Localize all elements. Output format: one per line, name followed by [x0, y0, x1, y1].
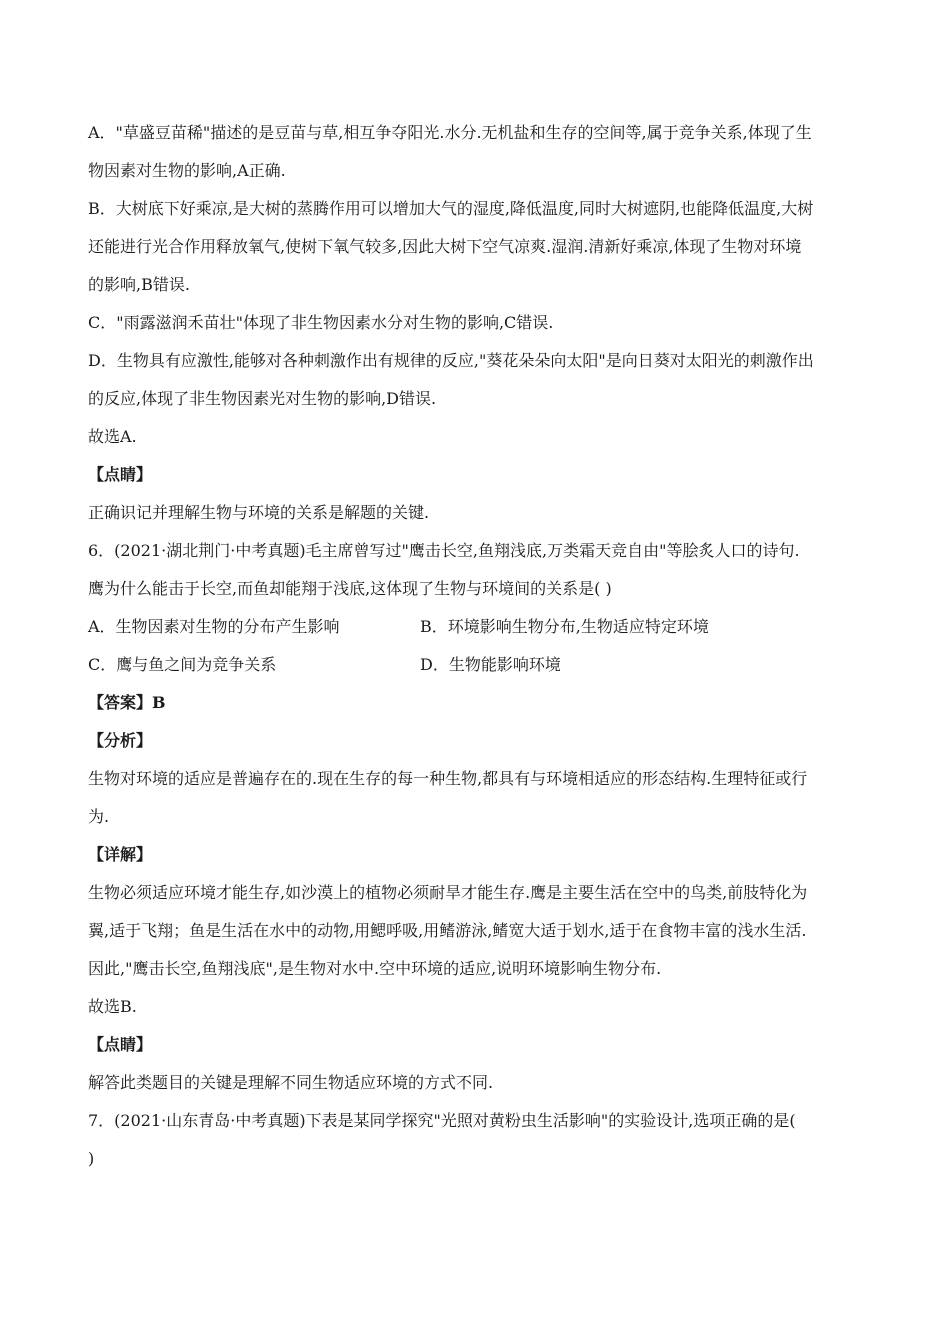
- prev-tip-text: 正确识记并理解生物与环境的关系是解题的关键.: [88, 503, 430, 522]
- q6-tip-text: 解答此类题目的关键是理解不同生物适应环境的方式不同.: [88, 1073, 494, 1092]
- q6-analysis-heading: 【分析】: [88, 731, 153, 750]
- q7-stem-line-1: 7．(2021·山东青岛·中考真题)下表是某同学探究"光照对黄粉虫生活影响"的实验设计,选项正确的是(: [88, 1111, 796, 1130]
- option-b-analysis-line-3: 的影响,B错误.: [88, 275, 190, 294]
- q6-answer: 【答案】B: [88, 693, 166, 712]
- q6-option-d: D．生物能影响环境: [420, 655, 561, 674]
- q6-conclusion: 故选B.: [88, 997, 137, 1016]
- prev-tip-heading: 【点睛】: [88, 465, 153, 484]
- q6-detail-line-1: 生物必须适应环境才能生存,如沙漠上的植物必须耐旱才能生存.鹰是主要生活在空中的鸟类,前肢特化为: [88, 883, 808, 902]
- q6-stem-line-2: 鹰为什么能击于长空,而鱼却能翔于浅底,这体现了生物与环境间的关系是( ): [88, 579, 612, 598]
- option-a-analysis-line-1: A．"草盛豆苗稀"描述的是豆苗与草,相互争夺阳光.水分.无机盐和生存的空间等,属于竞争关系,体现了生: [88, 123, 812, 142]
- q6-tip-heading: 【点睛】: [88, 1035, 153, 1054]
- q6-analysis-line-2: 为.: [88, 807, 110, 826]
- option-d-analysis-line-1: D．生物具有应激性,能够对各种刺激作出有规律的反应,"葵花朵朵向太阳"是向日葵对太阳光的刺激作出: [88, 351, 814, 370]
- q7-stem-line-2: ): [88, 1149, 95, 1168]
- option-b-analysis-line-1: B．大树底下好乘凉,是大树的蒸腾作用可以增加大气的湿度,降低温度,同时大树遮阴,也能降低温度,大树: [88, 199, 814, 218]
- q6-detail-heading: 【详解】: [88, 845, 153, 864]
- q6-option-b: B．环境影响生物分布,生物适应特定环境: [420, 617, 709, 636]
- q6-detail-line-3: 因此,"鹰击长空,鱼翔浅底",是生物对水中.空中环境的适应,说明环境影响生物分布.: [88, 959, 662, 978]
- q6-option-a: A．生物因素对生物的分布产生影响: [88, 617, 340, 636]
- option-c-analysis-line-1: C．"雨露滋润禾苗壮"体现了非生物因素水分对生物的影响,C错误.: [88, 313, 554, 332]
- q6-stem-line-1: 6．(2021·湖北荆门·中考真题)毛主席曾写过"鹰击长空,鱼翔浅底,万类霜天竞自由"等脍炙人口的诗句.: [88, 541, 800, 560]
- option-d-analysis-line-2: 的反应,体现了非生物因素光对生物的影响,D错误.: [88, 389, 437, 408]
- option-a-analysis-line-2: 物因素对生物的影响,A正确.: [88, 161, 286, 180]
- option-b-analysis-line-2: 还能进行光合作用释放氧气,使树下氧气较多,因此大树下空气凉爽.湿润.清新好乘凉,体现了生物对环境: [88, 237, 802, 256]
- q6-option-c: C．鹰与鱼之间为竞争关系: [88, 655, 277, 674]
- q6-detail-line-2: 翼,适于飞翔；鱼是生活在水中的动物,用鳃呼吸,用鳍游泳,鳍宽大适于划水,适于在食物丰富的浅水生活.: [88, 921, 807, 940]
- prev-conclusion: 故选A.: [88, 427, 137, 446]
- q6-analysis-line-1: 生物对环境的适应是普遍存在的.现在生存的每一种生物,都具有与环境相适应的形态结构.生理特征或行: [88, 769, 808, 788]
